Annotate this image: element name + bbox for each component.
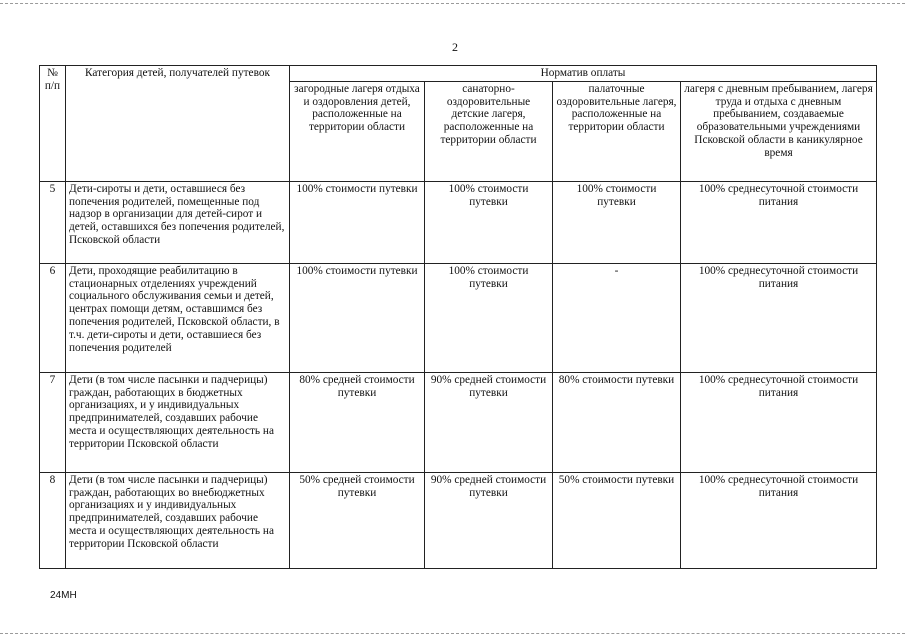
page-number: 2 [452, 40, 458, 54]
table-row [40, 181, 877, 263]
header-col-day-camps: лагеря с дневным пребыванием, лагеря труда и отдыха с дневным пребыванием, создаваемые образовательными учреждениями Псковской области в каникулярное время [681, 81, 877, 181]
header-col-tent-camps: палаточные оздоровительные лагеря, расположенные на территории области [553, 81, 681, 181]
row-num: 7 [40, 372, 66, 472]
row-category: Дети (в том числе пасынки и падчерицы) граждан, работающих в бюджетных организациях, и у индивидуальных предпринимателей, создавших рабочие места и осуществляющих деятельность на территории Псковской области [66, 372, 290, 472]
row-value: 90% средней стоимости путевки [425, 472, 553, 568]
row-num: 5 [40, 181, 66, 263]
scan-edge-bottom [0, 633, 905, 634]
row-value: 100% среднесуточной стоимости питания [681, 263, 877, 372]
row-category: Дети (в том числе пасынки и падчерицы) граждан, работающих во внебюджетных организациях и у индивидуальных предпринимателей, создавших рабочие места и осуществляющих деятельность на территории Псковской области [66, 472, 290, 568]
row-value: 80% стоимости путевки [553, 372, 681, 472]
scan-edge-top [0, 3, 905, 4]
row-value: 100% среднесуточной стоимости питания [681, 181, 877, 263]
row-category: Дети-сироты и дети, оставшиеся без попечения родителей, помещенные под надзор в организации для детей-сирот и детей, оставшихся без попечения родителей, Псковской области [66, 181, 290, 263]
row-value: - [553, 263, 681, 372]
header-col-sanatorium-camps: санаторно-оздоровительные детские лагеря, расположенные на территории области [425, 81, 553, 181]
row-value: 50% стоимости путевки [553, 472, 681, 568]
header-row-1 [40, 66, 877, 82]
row-value: 100% среднесуточной стоимости питания [681, 372, 877, 472]
row-value: 100% среднесуточной стоимости питания [681, 472, 877, 568]
table-row [40, 472, 877, 568]
row-value: 90% средней стоимости путевки [425, 372, 553, 472]
footer-doc-code: 24МН [50, 590, 77, 601]
row-value: 100% стоимости путевки [425, 181, 553, 263]
row-value: 100% стоимости путевки [425, 263, 553, 372]
header-category: Категория детей, получателей путевок [66, 66, 290, 182]
table-row [40, 372, 877, 472]
row-value: 100% стоимости путевки [290, 181, 425, 263]
header-num: № п/п [40, 66, 66, 182]
header-norm-group: Норматив оплаты [290, 66, 877, 82]
row-value: 50% средней стоимости путевки [290, 472, 425, 568]
table-row [40, 263, 877, 372]
row-value: 80% средней стоимости путевки [290, 372, 425, 472]
row-value: 100% стоимости путевки [553, 181, 681, 263]
payment-norms-table [39, 65, 877, 569]
row-category: Дети, проходящие реабилитацию в стационарных отделениях учреждений социального обслуживания семьи и детей, центрах помощи детям, оставшимся без попечения родителей, Псковской области, в т.ч. дети-сироты и дети, оставшиеся без попечения родителей [66, 263, 290, 372]
row-num: 6 [40, 263, 66, 372]
header-col-country-camps: загородные лагеря отдыха и оздоровления детей, расположенные на территории области [290, 81, 425, 181]
row-value: 100% стоимости путевки [290, 263, 425, 372]
row-num: 8 [40, 472, 66, 568]
